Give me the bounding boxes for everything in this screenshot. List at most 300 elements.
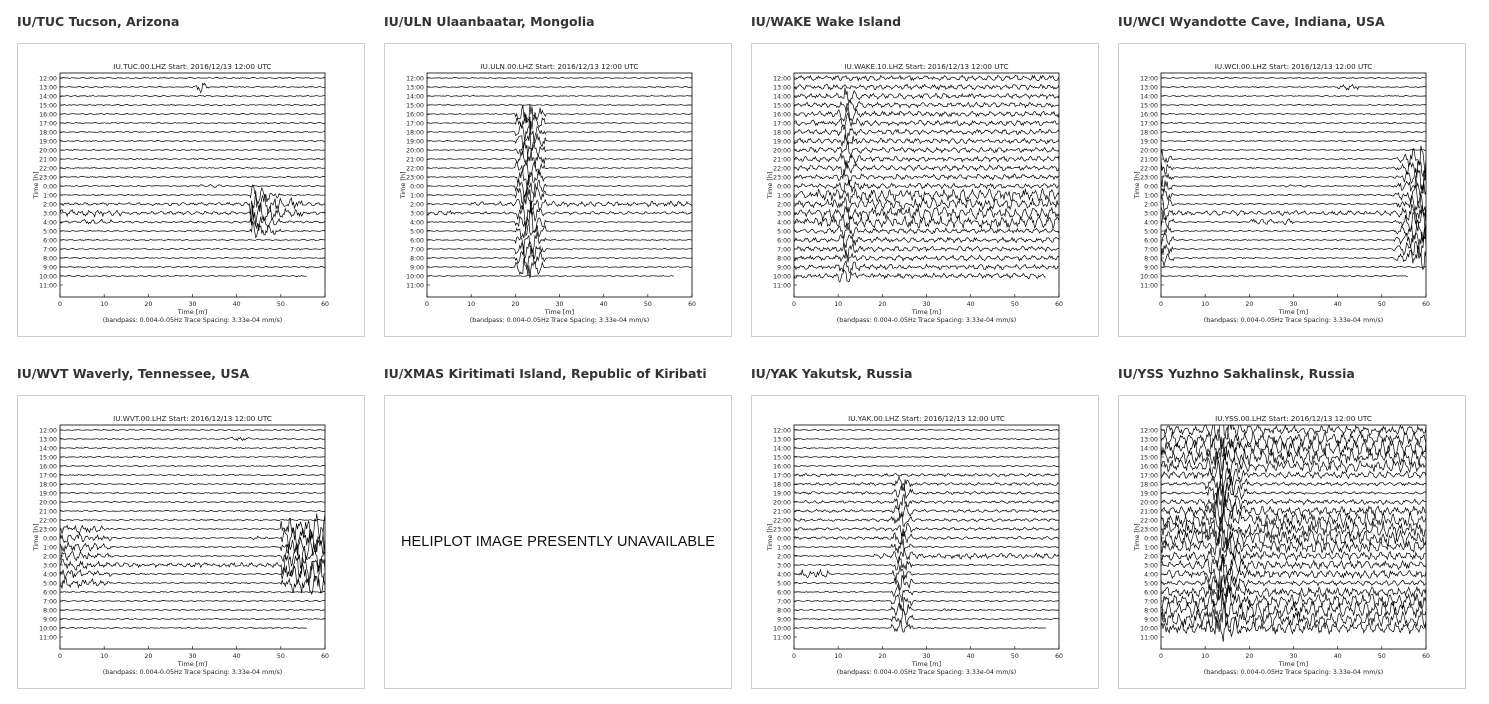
trace-line [1161,576,1426,603]
y-tick-label: 16:00 [39,111,57,119]
trace-line [794,620,1046,632]
trace-line [794,113,1059,129]
y-tick-label: 19:00 [406,138,424,146]
trace-line [1161,481,1426,511]
y-tick-label: 17:00 [39,120,57,128]
heliplot-image[interactable] [1118,43,1466,337]
y-tick-label: 4:00 [777,571,791,579]
trace-line [794,512,1059,527]
y-tick-label: 20:00 [773,147,791,155]
y-tick-label: 7:00 [777,598,791,606]
trace-line [60,501,325,502]
station-title[interactable]: IU/YAK Yakutsk, Russia [751,366,913,381]
y-tick-label: 4:00 [43,219,57,227]
x-axis-label: Time [m] [911,660,942,668]
y-tick-label: 5:00 [1144,580,1158,588]
y-tick-label: 1:00 [1144,544,1158,552]
plot-axes-frame [794,73,1059,297]
y-tick-label: 2:00 [1144,553,1158,561]
y-tick-label: 17:00 [773,120,791,128]
y-tick-label: 17:00 [39,472,57,480]
y-tick-label: 9:00 [410,264,424,272]
trace-line [1161,140,1426,141]
y-tick-label: 6:00 [1144,237,1158,245]
trace-line [60,113,325,114]
y-tick-label: 2:00 [43,553,57,561]
y-tick-label: 1:00 [777,192,791,200]
x-tick-label: 40 [1333,301,1342,308]
y-tick-label: 12:00 [773,75,791,83]
trace-line [60,510,325,511]
y-tick-label: 3:00 [1144,562,1158,570]
y-tick-label: 11:00 [773,634,791,642]
x-tick-label: 60 [1055,653,1063,660]
y-tick-label: 5:00 [777,228,791,236]
trace-line [427,130,692,150]
trace-line [60,528,325,552]
y-axis-label: Time [h] [399,171,407,199]
x-tick-label: 60 [688,301,696,308]
x-tick-label: 20 [144,301,153,308]
y-tick-label: 21:00 [1140,156,1158,164]
trace-line [427,232,692,251]
trace-line [60,591,325,592]
y-tick-label: 8:00 [777,607,791,615]
x-tick-label: 50 [1377,301,1386,308]
trace-line [794,235,1059,248]
y-tick-label: 17:00 [1140,472,1158,480]
y-tick-label: 16:00 [773,111,791,119]
trace-line [794,88,1059,103]
y-tick-label: 15:00 [773,102,791,110]
trace-line [60,185,325,203]
y-tick-label: 2:00 [43,201,57,209]
x-tick-label: 20 [511,301,520,308]
plot-axes-frame [60,73,325,297]
y-tick-label: 18:00 [1140,129,1158,137]
trace-line [794,474,1059,477]
y-tick-label: 10:00 [1140,273,1158,281]
station-card-wci [1118,14,1466,337]
trace-line [1161,275,1408,276]
trace-line [60,492,325,493]
x-axis-label: Time [m] [1278,660,1309,668]
station-title[interactable]: IU/ULN Ulaanbaatar, Mongolia [384,14,595,29]
x-axis-label: Time [m] [544,308,575,316]
y-tick-label: 22:00 [773,165,791,173]
y-tick-label: 2:00 [1144,201,1158,209]
y-tick-label: 4:00 [777,219,791,227]
trace-line [1161,523,1426,550]
trace-line [427,160,692,184]
trace-line [794,438,1059,439]
trace-line [794,100,1059,111]
y-tick-label: 4:00 [1144,219,1158,227]
trace-line [1161,194,1426,220]
y-axis-label: Time [h] [766,523,774,551]
y-tick-label: 23:00 [773,174,791,182]
heliplot-image[interactable] [384,43,732,337]
trace-line [1161,169,1426,191]
y-tick-label: 15:00 [406,102,424,110]
y-tick-label: 18:00 [1140,481,1158,489]
trace-line [60,122,325,123]
y-tick-label: 11:00 [773,282,791,290]
y-tick-label: 8:00 [777,255,791,263]
trace-line [794,214,1059,230]
y-axis-label: Time [h] [766,171,774,199]
x-axis-label: Time [m] [911,308,942,316]
trace-line [60,140,325,141]
trace-line [794,181,1059,193]
heliplot-image[interactable] [384,395,732,689]
trace-line [794,447,1059,448]
heliplot-image[interactable] [751,395,1099,689]
trace-line [60,456,325,457]
y-tick-label: 21:00 [39,156,57,164]
y-tick-label: 12:00 [1140,75,1158,83]
trace-line [60,176,325,177]
station-card-yss [1118,366,1466,689]
trace-line [1161,95,1426,96]
y-tick-label: 18:00 [773,129,791,137]
y-tick-label: 11:00 [1140,634,1158,642]
x-axis-label: Time [m] [177,660,208,668]
y-tick-label: 23:00 [406,174,424,182]
trace-line [794,539,1059,554]
y-tick-label: 7:00 [1144,246,1158,254]
y-tick-label: 20:00 [39,499,57,507]
plot-title: IU.WAKE.10.LHZ Start: 2016/12/13 12:00 UTC [844,62,1009,71]
trace-line [794,197,1059,212]
x-tick-label: 0 [1159,301,1163,308]
trace-line [60,514,325,544]
heliplot-chart [752,396,1098,688]
x-tick-label: 10 [467,301,476,308]
x-tick-label: 20 [1245,301,1254,308]
trace-line [427,187,692,208]
y-tick-label: 12:00 [1140,427,1158,435]
y-tick-label: 17:00 [773,472,791,480]
plot-footer: (bandpass: 0.004-0.05Hz Trace Spacing: 3.33e-04 mm/s) [1203,317,1384,324]
trace-line [1161,104,1426,105]
trace-line [1161,226,1426,248]
trace-line [794,134,1059,146]
y-tick-label: 22:00 [39,165,57,173]
y-tick-label: 9:00 [43,264,57,272]
trace-line [60,275,307,276]
plot-footer: (bandpass: 0.004-0.05Hz Trace Spacing: 3.33e-04 mm/s) [102,317,283,324]
y-tick-label: 13:00 [773,436,791,444]
trace-line [794,270,1046,282]
y-tick-label: 1:00 [43,192,57,200]
heliplot-image[interactable] [1118,395,1466,689]
trace-line [60,600,325,601]
trace-line [794,595,1059,610]
y-tick-label: 15:00 [39,102,57,110]
heliplot-image[interactable] [17,43,365,337]
x-tick-label: 50 [643,301,652,308]
trace-line [1161,487,1426,520]
trace-line [794,505,1059,518]
y-tick-label: 10:00 [39,625,57,633]
seismic-traces [60,77,325,276]
y-tick-label: 9:00 [43,616,57,624]
plot-title: IU.WCI.00.LHZ Start: 2016/12/13 12:00 UTC [1214,62,1373,71]
y-tick-label: 7:00 [43,246,57,254]
y-tick-label: 12:00 [406,75,424,83]
x-tick-label: 60 [321,653,329,660]
y-tick-label: 14:00 [1140,445,1158,453]
trace-line [60,248,325,249]
y-tick-label: 19:00 [1140,490,1158,498]
trace-line [794,84,1059,90]
trace-line [60,167,325,168]
x-tick-label: 50 [1010,653,1019,660]
plot-axes-frame [794,425,1059,649]
y-tick-label: 19:00 [773,138,791,146]
trace-line [794,532,1059,544]
trace-line [60,221,325,237]
plot-axes-frame [1161,73,1426,297]
trace-line [427,179,692,196]
y-tick-label: 23:00 [1140,526,1158,534]
y-tick-label: 0:00 [1144,183,1158,191]
y-tick-label: 13:00 [39,436,57,444]
seismic-traces [1161,77,1426,276]
x-tick-label: 0 [425,301,429,308]
station-card-xmas [384,366,732,689]
trace-line [60,429,325,430]
y-tick-label: 11:00 [39,634,57,642]
x-tick-label: 40 [1333,653,1342,660]
y-tick-label: 2:00 [777,553,791,561]
y-tick-label: 3:00 [1144,210,1158,218]
y-tick-label: 6:00 [1144,589,1158,597]
station-card-yak [751,366,1099,689]
y-tick-label: 15:00 [1140,454,1158,462]
trace-line [60,618,325,619]
y-tick-label: 2:00 [410,201,424,209]
y-tick-label: 0:00 [43,535,57,543]
x-tick-label: 60 [1422,653,1430,660]
y-tick-label: 13:00 [1140,436,1158,444]
plot-title: IU.WVT.00.LHZ Start: 2016/12/13 12:00 UTC [113,414,272,423]
trace-line [1161,474,1426,501]
station-card-uln [384,14,732,337]
y-tick-label: 20:00 [406,147,424,155]
y-tick-label: 4:00 [410,219,424,227]
trace-line [60,83,325,92]
x-tick-label: 30 [1289,301,1298,308]
y-tick-label: 4:00 [1144,571,1158,579]
station-title[interactable]: IU/WVT Waverly, Tennessee, USA [17,366,250,381]
trace-line [1161,575,1426,599]
trace-line [60,437,325,440]
y-tick-label: 8:00 [43,255,57,263]
y-tick-label: 11:00 [39,282,57,290]
y-tick-label: 22:00 [1140,517,1158,525]
trace-line [427,117,692,143]
y-tick-label: 20:00 [39,147,57,155]
trace-line [794,465,1059,466]
trace-line [794,429,1059,430]
x-tick-label: 30 [555,301,564,308]
station-title[interactable]: IU/XMAS Kiritimati Island, Republic of Kiribati [384,366,707,381]
x-tick-label: 0 [792,653,796,660]
x-tick-label: 10 [1201,653,1210,660]
x-tick-label: 20 [144,653,153,660]
trace-line [60,266,325,267]
trace-line [60,149,325,150]
plot-footer: (bandpass: 0.004-0.05Hz Trace Spacing: 3.33e-04 mm/s) [1203,669,1384,676]
trace-line [60,185,325,188]
y-tick-label: 18:00 [773,481,791,489]
station-title[interactable]: IU/YSS Yuzhno Sakhalinsk, Russia [1118,366,1355,381]
trace-line [1161,131,1426,132]
y-tick-label: 17:00 [1140,120,1158,128]
y-tick-label: 21:00 [406,156,424,164]
trace-line [794,153,1059,167]
x-tick-label: 50 [1010,301,1019,308]
x-tick-label: 40 [966,653,975,660]
y-tick-label: 10:00 [1140,625,1158,633]
station-title[interactable]: IU/TUC Tucson, Arizona [17,14,180,29]
y-tick-label: 0:00 [777,535,791,543]
y-axis-label: Time [h] [32,523,40,551]
y-tick-label: 16:00 [406,111,424,119]
x-tick-label: 20 [1245,653,1254,660]
y-tick-label: 14:00 [773,93,791,101]
seismic-traces [60,429,325,628]
plot-title: IU.TUC.00.LHZ Start: 2016/12/13 12:00 UTC [113,62,272,71]
trace-line [60,465,325,466]
y-tick-label: 18:00 [39,129,57,137]
trace-line [427,112,692,131]
trace-line [1161,220,1426,243]
trace-line [427,96,692,97]
trace-line [60,257,325,258]
heliplot-chart [752,44,1098,336]
x-tick-label: 0 [58,653,62,660]
plot-title: IU.ULN.00.LHZ Start: 2016/12/13 12:00 UTC [480,62,639,71]
trace-line [1161,447,1426,472]
y-tick-label: 23:00 [39,526,57,534]
y-tick-label: 23:00 [773,526,791,534]
trace-line [794,261,1059,273]
trace-line [794,494,1059,509]
trace-line [794,242,1059,258]
x-tick-label: 60 [1055,301,1063,308]
y-tick-label: 3:00 [777,210,791,218]
y-tick-label: 22:00 [773,517,791,525]
trace-line [794,483,1059,498]
y-tick-label: 5:00 [410,228,424,236]
station-title[interactable]: IU/WCI Wyandotte Cave, Indiana, USA [1118,14,1385,29]
y-tick-label: 16:00 [39,463,57,471]
plot-title: IU.YAK.00.LHZ Start: 2016/12/13 12:00 UTC [848,414,1005,423]
trace-line [427,105,692,123]
heliplot-chart [1119,396,1465,688]
trace-line [794,603,1059,615]
trace-line [1161,85,1426,90]
y-tick-label: 22:00 [39,517,57,525]
y-tick-label: 2:00 [777,201,791,209]
trace-line [60,95,325,96]
y-tick-label: 22:00 [406,165,424,173]
trace-line [794,162,1059,176]
y-tick-label: 7:00 [777,246,791,254]
trace-line [60,519,325,520]
x-tick-label: 10 [834,653,843,660]
trace-line [794,565,1059,580]
plot-footer: (bandpass: 0.004-0.05Hz Trace Spacing: 3.33e-04 mm/s) [836,317,1017,324]
trace-line [794,585,1059,603]
trace-line [1161,171,1426,195]
y-tick-label: 19:00 [39,490,57,498]
x-tick-label: 40 [232,653,241,660]
trace-line [60,609,325,610]
y-tick-label: 9:00 [1144,264,1158,272]
y-tick-label: 18:00 [39,481,57,489]
y-tick-label: 11:00 [1140,282,1158,290]
y-tick-label: 3:00 [43,562,57,570]
trace-line [1161,234,1426,261]
y-tick-label: 21:00 [1140,508,1158,516]
y-tick-label: 5:00 [777,580,791,588]
y-tick-label: 16:00 [1140,463,1158,471]
trace-line [60,158,325,159]
trace-line [794,575,1059,590]
y-tick-label: 7:00 [410,246,424,254]
heliplot-image[interactable] [751,43,1099,337]
y-tick-label: 15:00 [773,454,791,462]
seismic-traces [794,429,1059,632]
y-tick-label: 20:00 [1140,147,1158,155]
y-tick-label: 14:00 [1140,93,1158,101]
trace-line [427,246,692,270]
trace-line [1161,77,1426,78]
y-tick-label: 17:00 [406,120,424,128]
trace-line [60,574,325,594]
x-tick-label: 50 [276,301,285,308]
trace-line [60,239,325,240]
seismic-traces [1161,411,1426,642]
y-tick-label: 5:00 [1144,228,1158,236]
trace-line [794,125,1059,140]
y-tick-label: 10:00 [39,273,57,281]
y-tick-label: 16:00 [773,463,791,471]
x-tick-label: 10 [1201,301,1210,308]
x-tick-label: 30 [188,653,197,660]
y-tick-label: 7:00 [1144,598,1158,606]
heliplot-image[interactable] [17,395,365,689]
seismic-traces [427,78,692,279]
y-tick-label: 1:00 [1144,192,1158,200]
y-tick-label: 20:00 [773,499,791,507]
trace-line [427,105,692,106]
y-tick-label: 8:00 [1144,255,1158,263]
y-tick-label: 10:00 [773,625,791,633]
y-tick-label: 6:00 [777,237,791,245]
trace-line [427,190,692,213]
station-title[interactable]: IU/WAKE Wake Island [751,14,902,29]
x-tick-label: 0 [792,301,796,308]
y-tick-label: 4:00 [43,571,57,579]
station-card-wvt [17,366,365,689]
trace-line [794,477,1059,491]
y-tick-label: 1:00 [410,192,424,200]
